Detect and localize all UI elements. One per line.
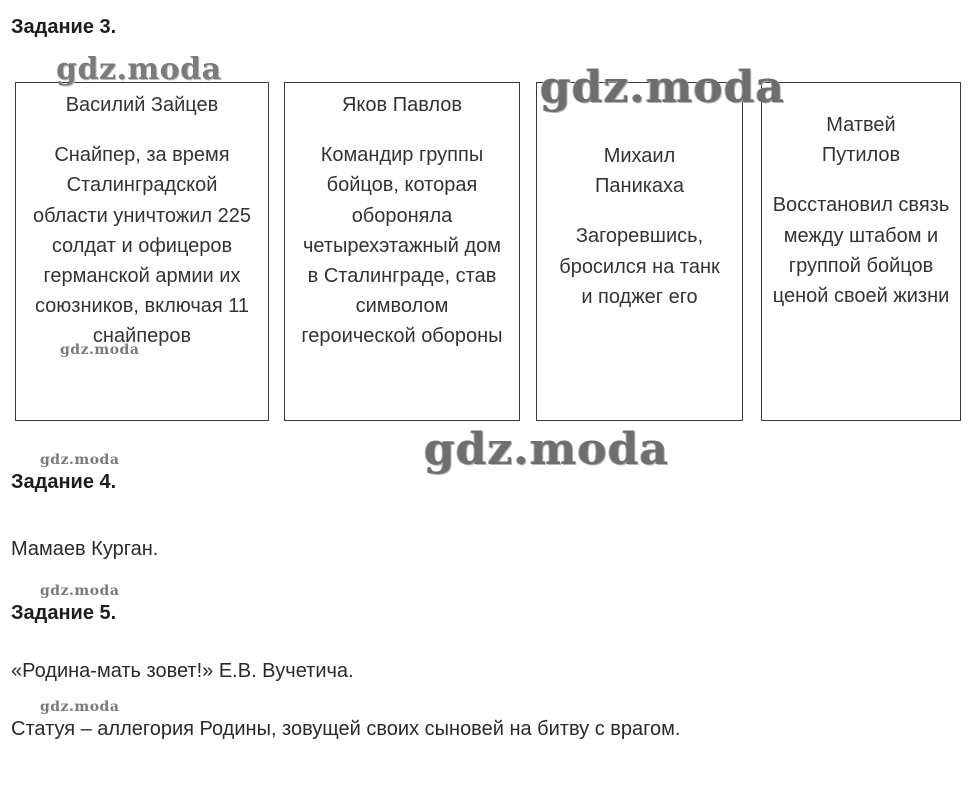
task5-heading: Задание 5.	[11, 602, 117, 624]
watermark-logo: gdz.moda	[40, 452, 120, 468]
task5-answer-line2: Статуя – аллегория Родины, зовущей своих сыновей на битву с врагом.	[11, 718, 681, 740]
hero-card-panikakha	[536, 82, 743, 421]
watermark-logo: gdz.moda	[56, 52, 222, 87]
hero-description: Загоревшись, бросился на танк и поджег его	[559, 225, 720, 308]
watermark-logo: gdz.moda	[40, 583, 120, 599]
watermark-logo: gdz.moda	[424, 424, 670, 475]
watermark-logo: gdz.moda	[540, 62, 786, 113]
hero-card-pavlov	[284, 82, 520, 421]
hero-name: Матвей Путилов	[821, 114, 901, 167]
watermark-logo: gdz.moda	[60, 342, 140, 358]
watermark-logo: gdz.moda	[40, 699, 120, 715]
hero-description: Восстановил связь между штабом и группой бойцов ценой своей жизни	[772, 194, 950, 308]
task4-heading: Задание 4.	[11, 471, 117, 493]
hero-name: Михаил Паникаха	[595, 145, 684, 198]
hero-card-zaitsev	[15, 82, 269, 421]
hero-card-putilov	[761, 82, 961, 421]
hero-name: Яков Павлов	[341, 94, 463, 116]
task4-answer: Мамаев Курган.	[11, 538, 159, 560]
hero-description: Командир группы бойцов, которая обороняла четырехэтажный дом в Сталинграде, став символом героической обороны	[301, 144, 503, 348]
hero-name: Василий Зайцев	[65, 94, 219, 116]
task5-answer-line1: «Родина-мать зовет!» Е.В. Вучетича.	[11, 660, 354, 682]
task3-heading: Задание 3.	[11, 16, 117, 38]
hero-description: Снайпер, за время Сталинградской области уничтожил 225 солдат и офицеров германской армии их союзников, включая 11 снайперов	[33, 144, 251, 348]
